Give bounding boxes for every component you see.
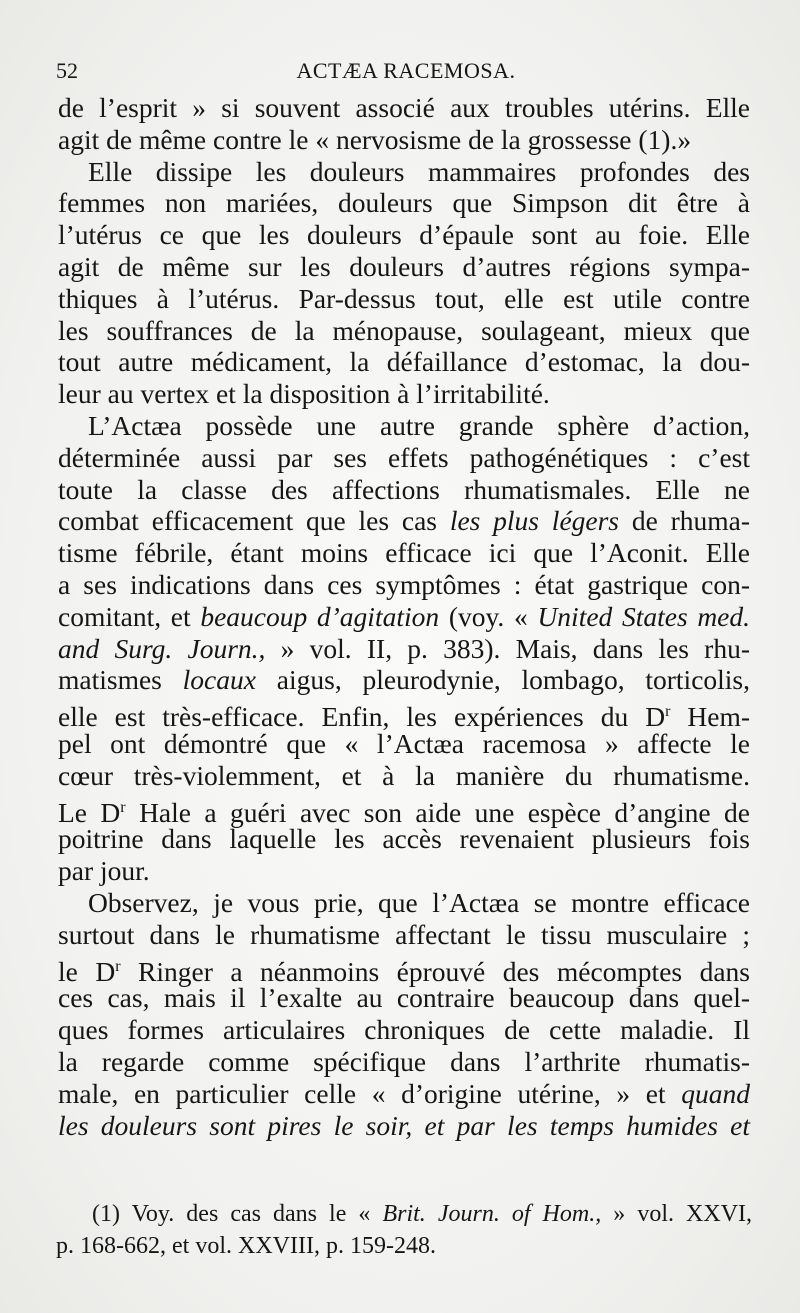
text-line	[58, 664, 750, 696]
text-line: pel ont démontré que « l’Actæa racemosa » affecte le	[58, 727, 750, 759]
text-segment: elle est très-efficace. Enfin, les expériences du D	[58, 701, 666, 733]
text-line: a ses indications dans ces symptômes : état gastrique con-	[58, 568, 750, 600]
superscript: r	[120, 798, 126, 816]
text-line: ques formes articulaires chroniques de cette maladie. Il	[58, 1014, 750, 1046]
text-segment: Hale a guéri avec son aide une espèce d’angine de	[139, 796, 751, 828]
text-segment: le D	[58, 955, 116, 987]
body-text	[58, 92, 750, 1141]
footnote-line: p. 168-662, et vol. XXVIII, p. 159-248.	[56, 1233, 436, 1259]
superscript: r	[115, 957, 121, 975]
text-segment: (1) Voy. des cas dans le «	[92, 1201, 371, 1227]
running-title: ACTÆA RACEMOSA.	[296, 58, 516, 83]
text-line: agit de même contre le « nervosisme de la grossesse (1).»	[58, 123, 692, 155]
text-line: agit de même sur les douleurs d’autres régions sympa-	[58, 250, 750, 282]
text-line: de l’esprit » si souvent associé aux troubles utérins. Elle	[58, 92, 750, 123]
text-line	[58, 696, 751, 733]
page-number: 52	[56, 58, 78, 83]
text-segment: » vol. II, p. 383). Mais, dans les rhu-	[280, 632, 750, 664]
text-segment: matismes	[58, 664, 162, 696]
italic-phrase: locaux	[182, 664, 256, 696]
text-segment: comitant, et	[58, 600, 191, 632]
text-line: poitrine dans laquelle les accès revenaient plusieurs fois	[58, 823, 750, 855]
footnote-line	[92, 1198, 752, 1230]
page-header	[56, 58, 756, 92]
text-line: les souffrances de la ménopause, soulageant, mieux que	[58, 314, 750, 346]
italic-citation: Brit. Journ. of Hom.,	[382, 1201, 602, 1227]
superscript: r	[665, 703, 671, 721]
italic-phrase: quand	[681, 1077, 750, 1109]
text-segment: combat efficacement que les cas	[58, 505, 437, 537]
text-line: toute la classe des affections rhumatismales. Elle ne	[58, 473, 750, 505]
italic-citation: and Surg. Journ.,	[58, 632, 266, 664]
italic-citation: United States med.	[537, 600, 751, 632]
text-line	[58, 792, 751, 828]
text-line: ces cas, mais il l’exalte au contraire beaucoup dans quel-	[58, 982, 750, 1014]
text-line	[58, 505, 750, 537]
text-segment: Hem-	[687, 701, 751, 733]
text-line: thiques à l’utérus. Par-dessus tout, elle est utile contre	[58, 282, 750, 314]
text-segment: aigus, pleurodynie, lombago, torticolis,	[276, 664, 751, 696]
text-line: les douleurs sont pires le soir, et par les temps humides et	[58, 1109, 750, 1141]
text-line: par jour.	[58, 855, 150, 887]
text-line: femmes non mariées, douleurs que Simpson dit être à	[58, 187, 750, 219]
text-line	[58, 633, 750, 665]
text-line	[58, 601, 750, 633]
footnote	[56, 1198, 753, 1262]
text-line	[58, 951, 750, 987]
text-line: la regarde comme spécifique dans l’arthrite rhumatis-	[58, 1045, 750, 1077]
text-line: L’Actæa possède une autre grande sphère d’action,	[88, 409, 750, 441]
text-line: tout autre médicament, la défaillance d’estomac, la dou-	[58, 346, 750, 378]
text-segment: Le D	[58, 796, 121, 828]
text-line	[58, 1078, 750, 1110]
italic-phrase: beaucoup d’agitation	[200, 600, 440, 632]
text-line: tisme fébrile, étant moins efficace ici que l’Aconit. Elle	[58, 537, 750, 569]
text-line: l’utérus ce que les douleurs d’épaule sont au foie. Elle	[58, 219, 750, 251]
italic-phrase: les plus légers	[449, 505, 620, 537]
text-segment: de rhuma-	[631, 505, 750, 537]
text-segment: » vol. XXVI,	[613, 1201, 753, 1227]
text-line: déterminée aussi par ses effets pathogénétiques : c’est	[58, 441, 750, 473]
text-segment: Ringer a néanmoins éprouvé des mécomptes dans	[138, 955, 750, 987]
text-line: leur au vertex et la disposition à l’irritabilité.	[58, 378, 550, 410]
text-line: cœur très-violemment, et à la manière du rhumatisme.	[58, 759, 750, 791]
text-segment: male, en particulier celle « d’origine utérine, » et	[58, 1077, 666, 1109]
text-segment: (voy. «	[448, 600, 528, 632]
text-line: Elle dissipe les douleurs mammaires profondes des	[88, 155, 750, 187]
text-line: Observez, je vous prie, que l’Actæa se montre efficace	[88, 886, 750, 918]
text-line: surtout dans le rhumatisme affectant le tissu musculaire ;	[58, 918, 750, 950]
